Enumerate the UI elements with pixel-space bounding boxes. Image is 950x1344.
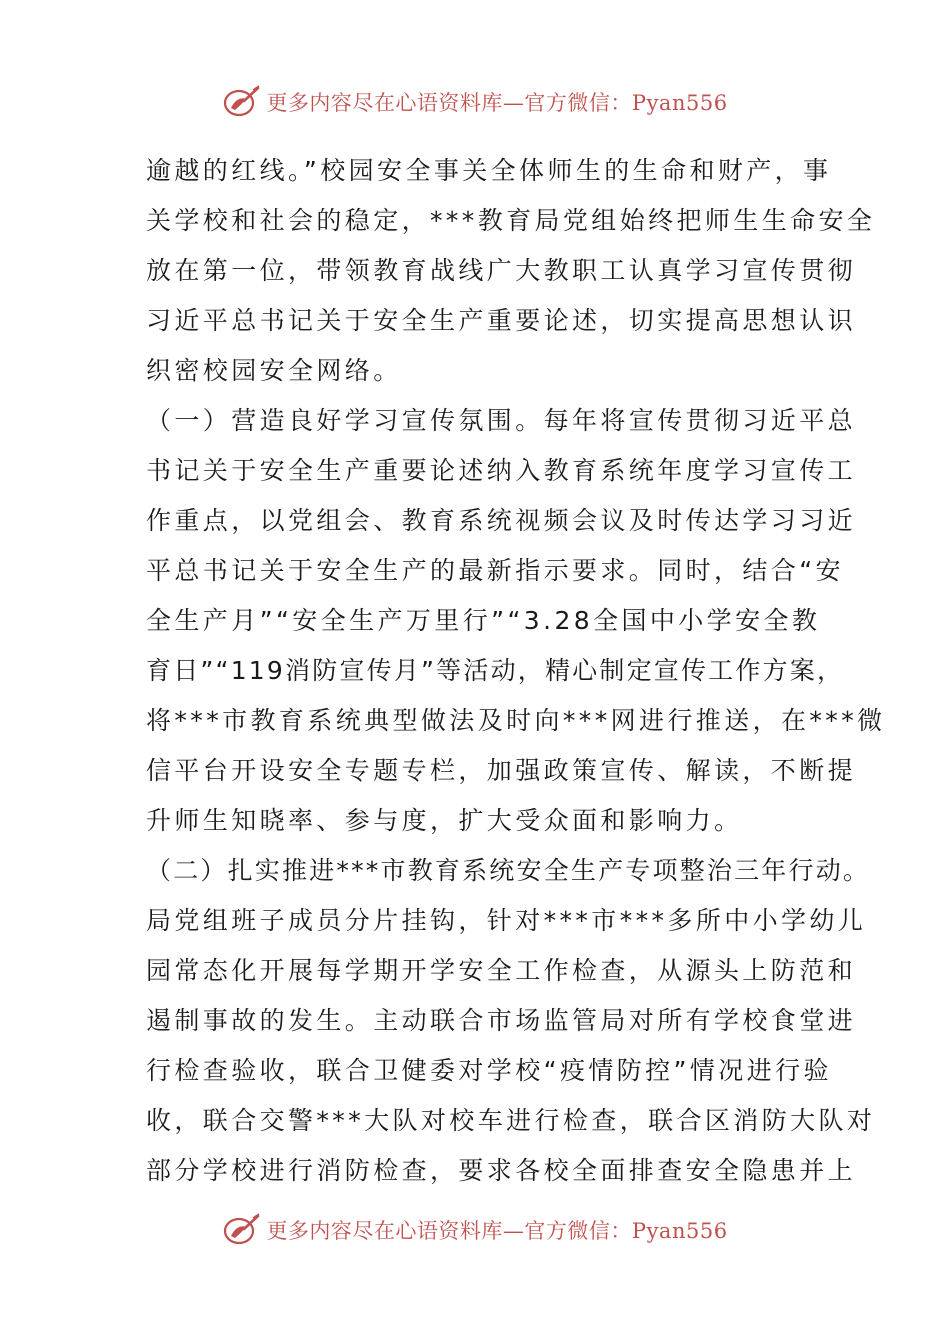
text-line: 放在第一位，带领教育战线广大教职工认真学习宣传贯彻 — [146, 256, 857, 285]
header-banner — [0, 82, 950, 122]
text-line: 园常态化开展每学期开学安全工作检查，从源头上防范和 — [146, 956, 857, 985]
text-line: 升师生知晓率、参与度，扩大受众面和影响力。 — [146, 806, 743, 835]
text-line: 信平台开设安全专题专栏，加强政策宣传、解读，不断提 — [146, 756, 857, 785]
text-line: 育日”“119消防宣传月”等活动，精心制定宣传工作方案， — [146, 656, 845, 685]
section-heading-2: （二）扎实推进***市教育系统安全生产专项整治三年行动。 — [146, 856, 871, 885]
footer-banner — [0, 1210, 950, 1250]
text-line: 作重点，以党组会、教育系统视频会议及时传达学习习近 — [146, 506, 857, 535]
pen-seal-icon — [222, 84, 262, 120]
text-line: 全生产月”“安全生产万里行”“3.28全国中小学安全教 — [146, 606, 821, 635]
header-banner-text: 更多内容尽在心语资料库—官方微信：Pyan556 — [266, 91, 728, 115]
text-line: 织密校园安全网络。 — [146, 356, 402, 385]
document-body — [146, 146, 886, 1196]
text-line: 行检查验收，联合卫健委对学校“疫情防控”情况进行验 — [146, 1056, 832, 1085]
text-line: 关学校和社会的稳定，***教育局党组始终把师生生命安全 — [146, 206, 876, 235]
section-heading-1: （一）营造良好学习宣传氛围。每年将宣传贯彻习近平总 — [146, 406, 857, 435]
text-line: 部分学校进行消防检查，要求各校全面排查安全隐患并上 — [146, 1156, 857, 1185]
text-line: 平总书记关于安全生产的最新指示要求。同时，结合“安 — [146, 556, 844, 585]
text-line: 书记关于安全生产重要论述纳入教育系统年度学习宣传工 — [146, 456, 857, 485]
text-line: 收，联合交警***大队对校车进行检查，联合区消防大队对 — [146, 1106, 876, 1135]
text-line: 逾越的红线。”校园安全事关全体师生的生命和财产，事 — [146, 156, 832, 185]
text-line: 习近平总书记关于安全生产重要论述，切实提高思想认识 — [146, 306, 857, 335]
pen-seal-icon — [222, 1212, 262, 1248]
text-line: 将***市教育系统典型做法及时向***网进行推送，在***微 — [146, 706, 886, 735]
text-line: 遏制事故的发生。主动联合市场监管局对所有学校食堂进 — [146, 1006, 857, 1035]
text-line: 局党组班子成员分片挂钩，针对***市***多所中小学幼儿 — [146, 906, 867, 935]
footer-banner-text: 更多内容尽在心语资料库—官方微信：Pyan556 — [266, 1219, 728, 1243]
